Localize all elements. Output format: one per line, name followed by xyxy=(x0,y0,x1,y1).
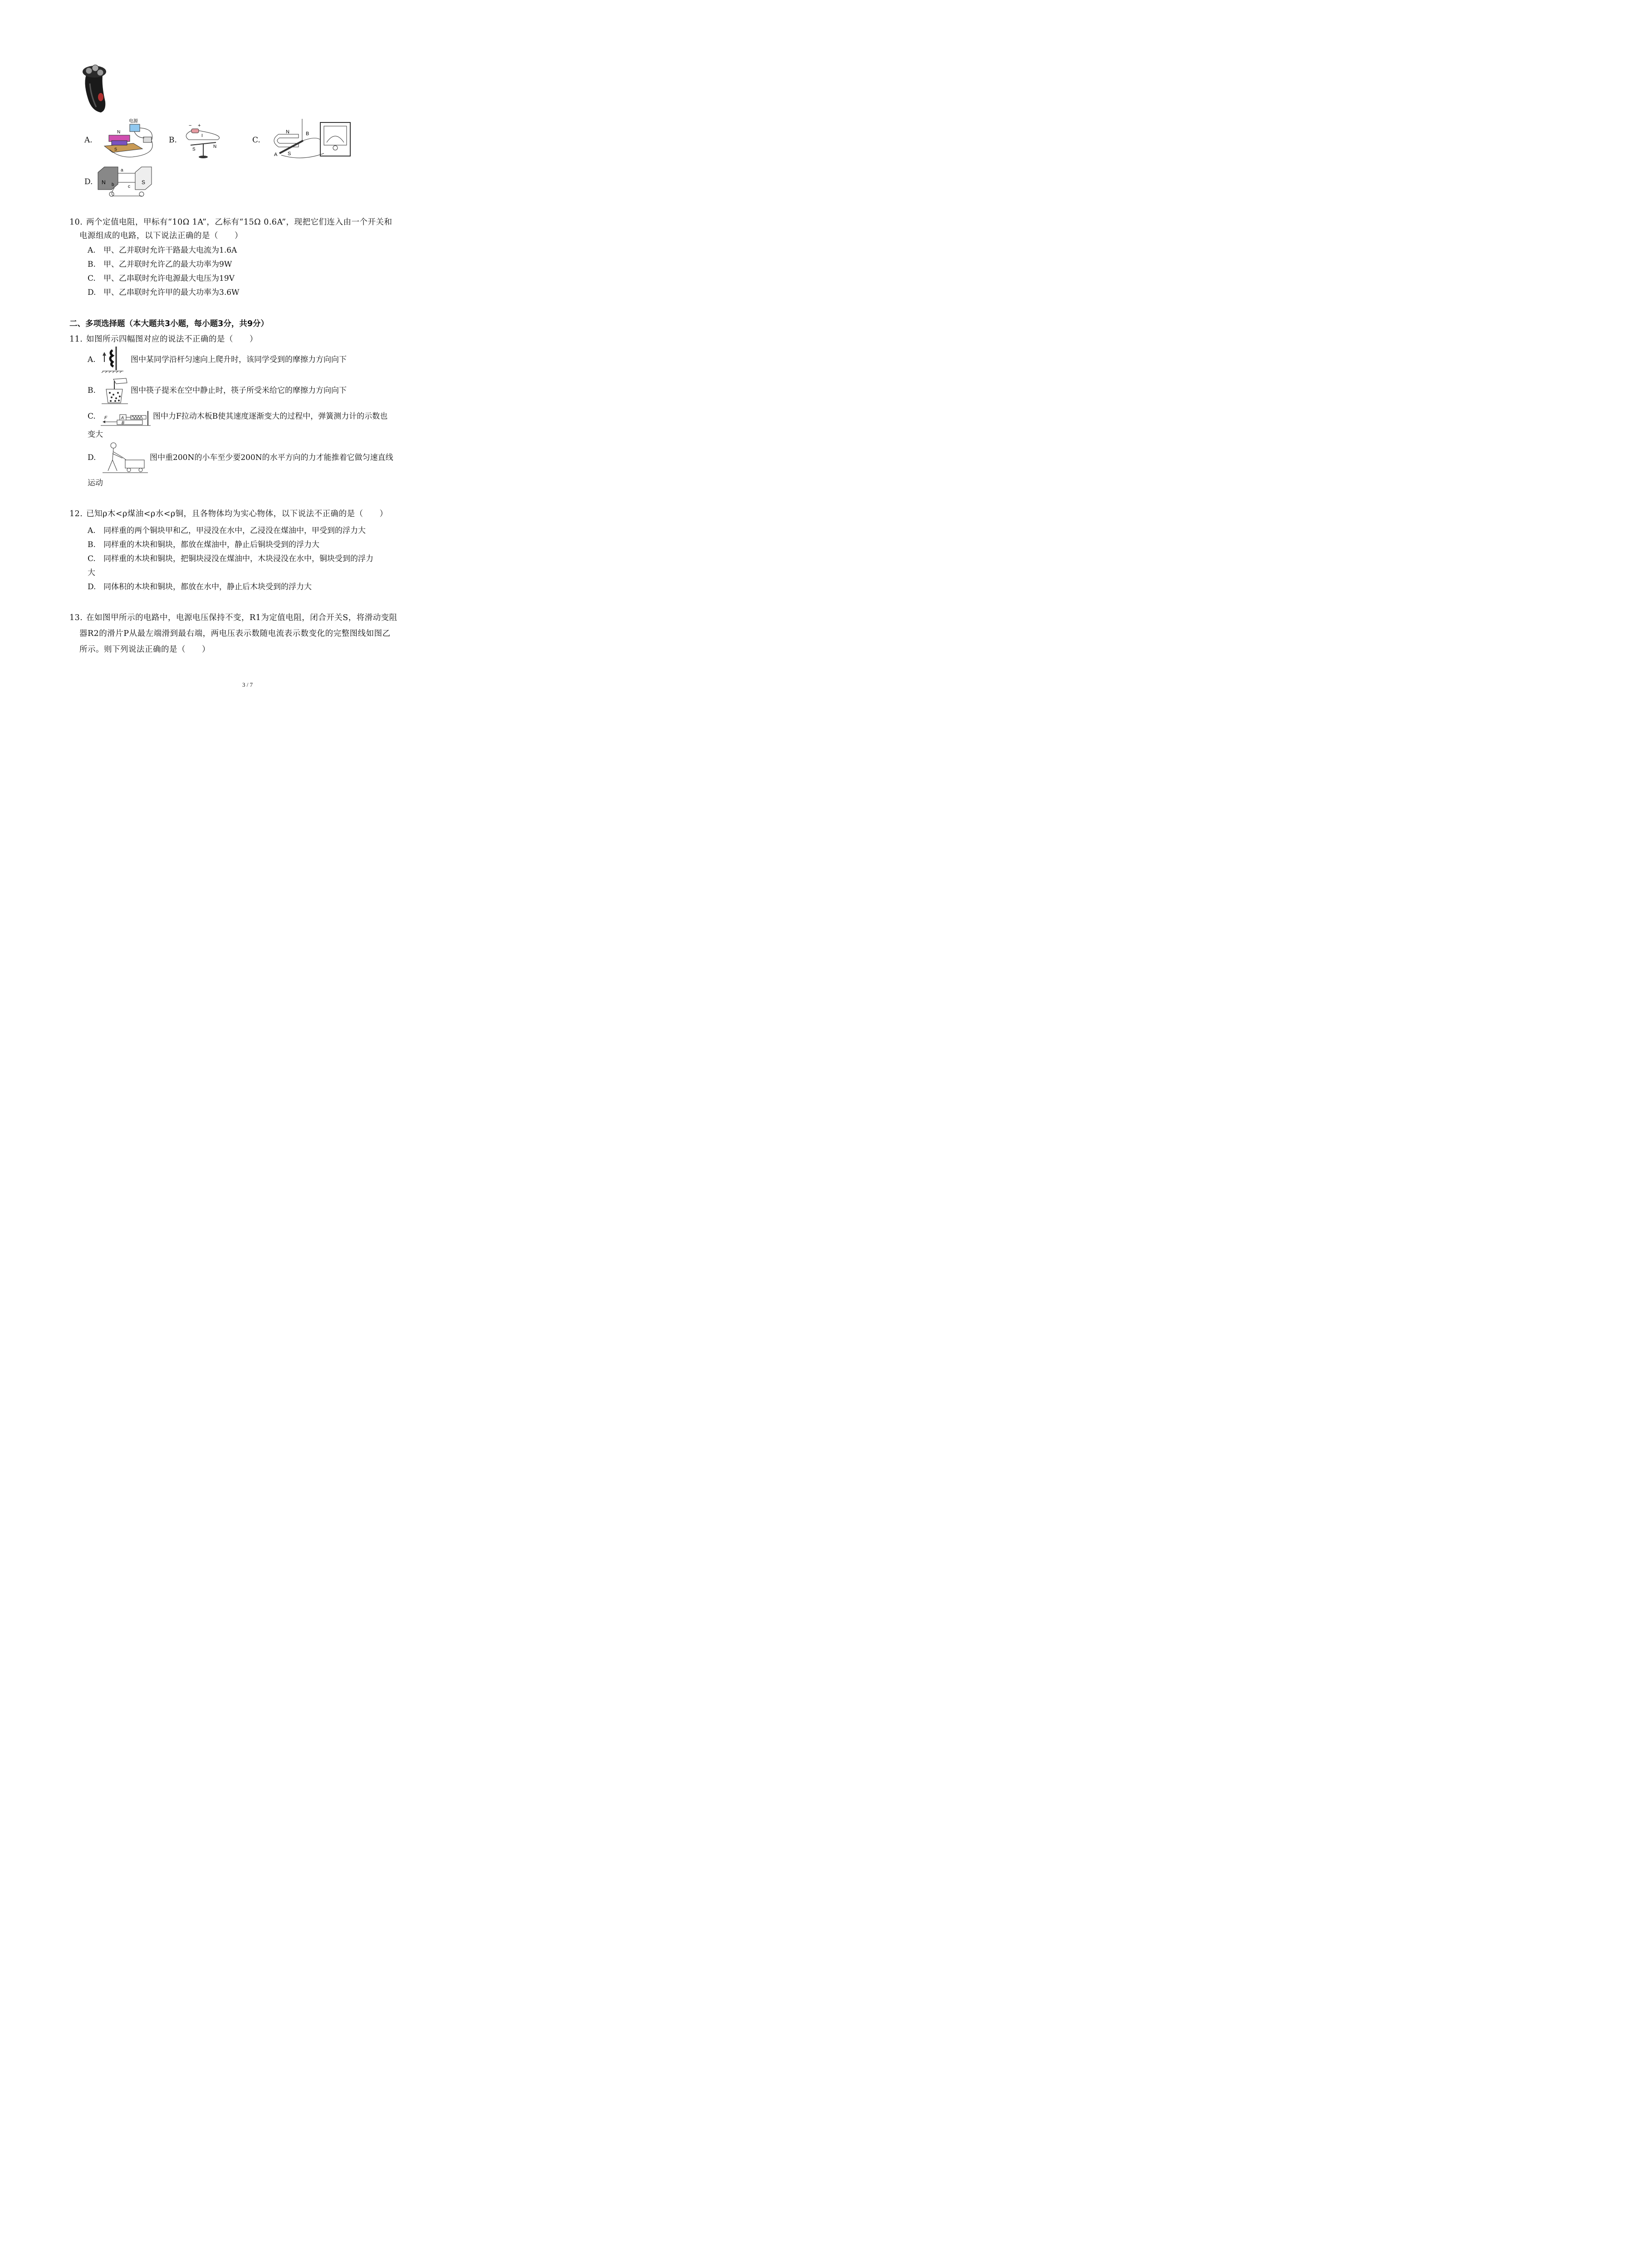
section-heading: 二、多项选择题（本大题共3小题，每小题3分，共9分） xyxy=(69,319,269,328)
q12-stem: 已知ρ木<ρ煤油<ρ水<ρ铜，且各物体均为实心物体，以下说法不正确的是（ ） xyxy=(86,509,388,518)
q12-number: 12. xyxy=(69,509,83,518)
q10-option-a-label: A. xyxy=(88,246,96,255)
end-b-label: B xyxy=(306,131,309,137)
q13-line1: 在如图甲所示的电路中，电源电压保持不变，R1为定值电阻，闭合开关S，将滑动变阻 xyxy=(86,613,397,622)
q12-option-a-text: 同样重的两个铜块甲和乙，甲浸没在水中，乙浸没在煤油中，甲受到的浮力大 xyxy=(103,526,366,535)
board-b-label: B xyxy=(122,420,125,425)
q10-stem-line2: 电源组成的电路，以下说法正确的是（ ） xyxy=(79,231,243,240)
q11-option-b-label: B. xyxy=(88,386,96,395)
q12-option-c-label: C. xyxy=(88,554,96,563)
q9-figure-c-induction xyxy=(266,118,357,163)
q10-number: 10. xyxy=(69,218,83,227)
s-pole-label: S xyxy=(114,147,118,152)
q9-figure-d-motor xyxy=(96,164,155,200)
n-pole-label: N xyxy=(213,144,217,149)
q12-option-a-label: A. xyxy=(88,526,96,535)
s-pole-label: S xyxy=(288,151,291,156)
q12-option-d-text: 同体积的木块和铜块，都放在水中，静止后木块受到的浮力大 xyxy=(103,582,312,591)
q10-option-c-label: C. xyxy=(88,274,96,283)
q11-option-d-text-line2: 运动 xyxy=(88,479,103,488)
q11-figure-a-pole-climber xyxy=(96,347,123,373)
q11-number: 11. xyxy=(69,335,83,344)
q9-option-c-label: C. xyxy=(252,136,260,145)
side-a-label: a xyxy=(121,168,123,173)
q11-option-d-label: D. xyxy=(88,453,96,462)
q11-stem: 如图所示四幅图对应的说法不正确的是（ ） xyxy=(86,335,258,344)
side-c-label: c xyxy=(128,184,130,189)
q10-stem-line1: 两个定值电阻，甲标有“10Ω 1A”，乙标有“15Ω 0.6A”，现把它们连入由一个开关和 xyxy=(86,218,392,227)
side-b-label: b xyxy=(112,182,114,187)
q11-option-a-label: A. xyxy=(88,355,96,364)
q10-option-b-label: B. xyxy=(88,260,96,269)
q11-option-a-text: 图中某同学沿杆匀速向上爬升时，该同学受到的摩擦力方向向下 xyxy=(131,355,347,364)
q11-option-b-text: 图中筷子提米在空中静止时，筷子所受米给它的摩擦力方向向下 xyxy=(131,386,347,395)
q12-option-c-text-line2: 大 xyxy=(88,568,95,577)
q11-figure-d-cart-pusher xyxy=(103,442,148,474)
q12-option-c-text: 同样重的木块和铜块，把铜块浸没在煤油中，木块浸没在水中，铜块受到的浮力 xyxy=(103,554,373,563)
q11-figure-c-spring-scale xyxy=(101,410,152,427)
q11-option-d-text: 图中重200N的小车至少要200N的水平方向的力才能推着它做匀速直线 xyxy=(150,453,393,462)
q12-option-b-label: B. xyxy=(88,540,96,549)
electric-shaver-image xyxy=(81,64,113,114)
q10-option-b-text: 甲、乙并联时允许乙的最大功率为9W xyxy=(103,260,232,269)
force-f-label: F xyxy=(104,415,108,420)
power-label: 电源 xyxy=(129,119,138,124)
q13-line2: 器R2的滑片P从最左端滑到最右端，两电压表示数随电流表示数变化的完整图线如图乙 xyxy=(79,629,391,638)
q9-option-b-label: B. xyxy=(169,136,177,145)
q9-option-a-label: A. xyxy=(84,136,93,145)
n-pole-label: N xyxy=(286,129,289,135)
n-pole-label: N xyxy=(102,179,106,186)
q10-option-c-text: 甲、乙串联时允许电源最大电压为19V xyxy=(103,274,235,283)
q9-option-d-label: D. xyxy=(84,177,93,186)
page-number: 3 / 7 xyxy=(242,681,253,688)
q11-figure-b-chopstick-rice xyxy=(100,375,130,405)
q9-figure-a-electromagnet xyxy=(101,118,160,160)
s-pole-label: S xyxy=(142,179,146,186)
n-pole-label: N xyxy=(117,130,121,135)
q11-option-c-label: C. xyxy=(88,412,96,421)
end-a-label: A xyxy=(274,152,278,157)
plus-label: + xyxy=(198,123,201,128)
q10-option-d-text: 甲、乙串联时允许甲的最大功率为3.6W xyxy=(103,288,240,297)
q11-option-c-text: 图中力F拉动木板B使其速度逐渐变大的过程中，弹簧测力计的示数也 xyxy=(153,412,388,421)
s-pole-label: S xyxy=(192,147,196,152)
q10-option-a-text: 甲、乙并联时允许干路最大电流为1.6A xyxy=(103,246,237,255)
q12-option-b-text: 同样重的木块和铜块，都放在煤油中，静止后铜块受到的浮力大 xyxy=(103,540,319,549)
q13-line3: 所示。则下列说法正确的是（ ） xyxy=(79,645,210,654)
q12-option-d-label: D. xyxy=(88,582,96,591)
q11-option-c-text-line2: 变大 xyxy=(88,430,103,439)
minus-label: − xyxy=(189,123,192,128)
block-a-label: A xyxy=(121,415,124,420)
current-label: I xyxy=(201,133,203,138)
q9-figure-b-oersted xyxy=(181,122,226,160)
q10-option-d-label: D. xyxy=(88,288,96,297)
q13-number: 13. xyxy=(69,613,83,622)
